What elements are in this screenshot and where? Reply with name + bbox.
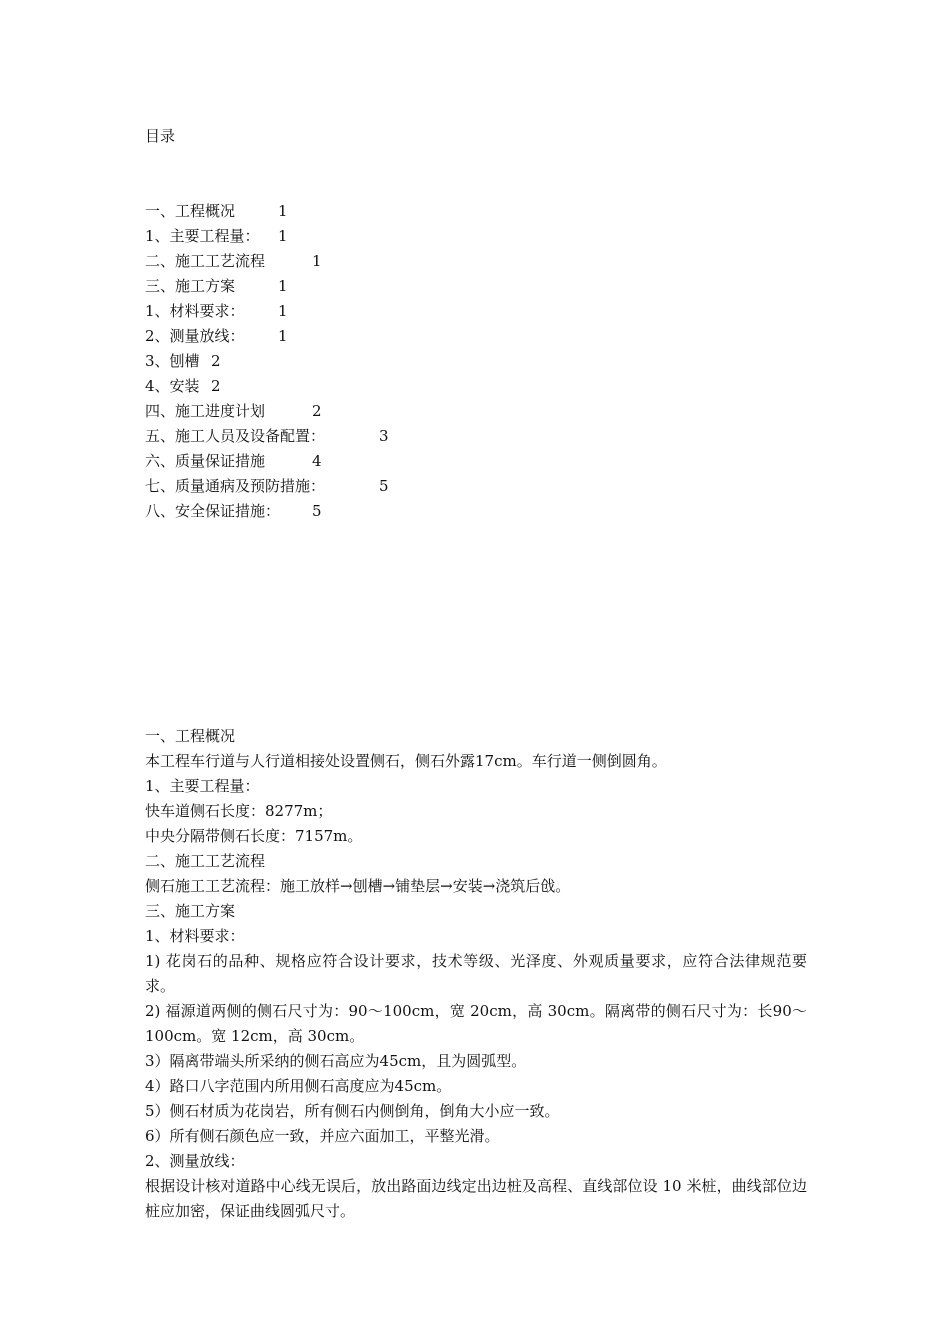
- section-heading: 二、施工工艺流程: [145, 852, 266, 870]
- subsection-heading: 1、主要工程量：: [145, 777, 260, 795]
- toc-label: 4、安装: [145, 377, 200, 395]
- paragraph: 中央分隔带侧石长度：7157m。: [145, 827, 363, 845]
- toc-entry: [145, 251, 545, 276]
- toc-entry: [145, 276, 545, 301]
- toc-page-number: 5: [312, 502, 322, 520]
- toc-entry: [145, 476, 545, 501]
- toc-entry: [145, 351, 545, 376]
- paragraph: 6）所有侧石颜色应一致，并应六面加工，平整光滑。: [145, 1127, 500, 1145]
- table-of-contents: [145, 201, 545, 526]
- toc-page-number: 1: [278, 302, 288, 320]
- paragraph: 5）侧石材质为花岗岩，所有侧石内侧倒角，倒角大小应一致。: [145, 1102, 560, 1120]
- subsection-heading: 2、测量放线：: [145, 1152, 245, 1170]
- toc-page-number: 4: [312, 452, 322, 470]
- paragraph: 根据设计核对道路中心线无误后，放出路面边线定出边桩及高程、直线部位设 10 米桩，曲线部位边桩应加密，保证曲线圆弧尺寸。: [145, 1177, 807, 1220]
- section-heading: 一、工程概况: [145, 727, 236, 745]
- toc-entry: [145, 201, 545, 226]
- toc-label: 四、施工进度计划: [145, 402, 266, 420]
- toc-entry: [145, 376, 545, 401]
- paragraph: 侧石施工工艺流程：施工放样→刨槽→铺垫层→安装→浇筑后戗。: [145, 877, 571, 895]
- toc-label: 一、工程概况: [145, 202, 236, 220]
- toc-label: 五、施工人员及设备配置：: [145, 427, 326, 445]
- paragraph: 本工程车行道与人行道相接处设置侧石，侧石外露17cm。车行道一侧倒圆角。: [145, 752, 667, 770]
- toc-page-number: 1: [312, 252, 322, 270]
- toc-page-number: 3: [379, 427, 389, 445]
- paragraph: 1) 花岗石的品种、规格应符合设计要求，技术等级、光泽度、外观质量要求，应符合法律规范要求。: [145, 952, 807, 995]
- paragraph: 快车道侧石长度：8277m；: [145, 802, 333, 820]
- toc-page-number: 1: [278, 202, 288, 220]
- toc-label: 1、材料要求：: [145, 302, 245, 320]
- toc-page-number: 2: [312, 402, 322, 420]
- toc-entry: [145, 301, 545, 326]
- toc-entry: [145, 451, 545, 476]
- page-title: 目录: [145, 127, 176, 145]
- toc-entry: [145, 426, 545, 451]
- toc-label: 1、主要工程量：: [145, 227, 260, 245]
- toc-page-number: 2: [211, 352, 221, 370]
- section-heading: 三、施工方案: [145, 902, 236, 920]
- toc-entry: [145, 226, 545, 251]
- toc-page-number: 1: [278, 277, 288, 295]
- toc-label: 七、质量通病及预防措施：: [145, 477, 326, 495]
- toc-entry: [145, 501, 545, 526]
- toc-label: 六、质量保证措施: [145, 452, 266, 470]
- toc-label: 三、施工方案: [145, 277, 236, 295]
- toc-page-number: 5: [379, 477, 389, 495]
- toc-page-number: 2: [211, 377, 221, 395]
- toc-page-number: 1: [278, 327, 288, 345]
- toc-entry: [145, 326, 545, 351]
- toc-label: 3、刨槽: [145, 352, 200, 370]
- toc-label: 2、测量放线：: [145, 327, 245, 345]
- toc-page-number: 1: [278, 227, 288, 245]
- toc-entry: [145, 401, 545, 426]
- subsection-heading: 1、材料要求：: [145, 927, 245, 945]
- toc-label: 二、施工工艺流程: [145, 252, 266, 270]
- paragraph: 2) 福源道两侧的侧石尺寸为：90～100cm，宽 20cm，高 30cm。隔离带的侧石尺寸为：长90～100cm。宽 12cm，高 30cm。: [145, 1002, 807, 1045]
- paragraph: 3）隔离带端头所采纳的侧石高应为45cm，且为圆弧型。: [145, 1052, 527, 1070]
- document-body: [145, 724, 807, 1224]
- paragraph: 4）路口八字范围内所用侧石高度应为45cm。: [145, 1077, 452, 1095]
- toc-label: 八、安全保证措施：: [145, 502, 281, 520]
